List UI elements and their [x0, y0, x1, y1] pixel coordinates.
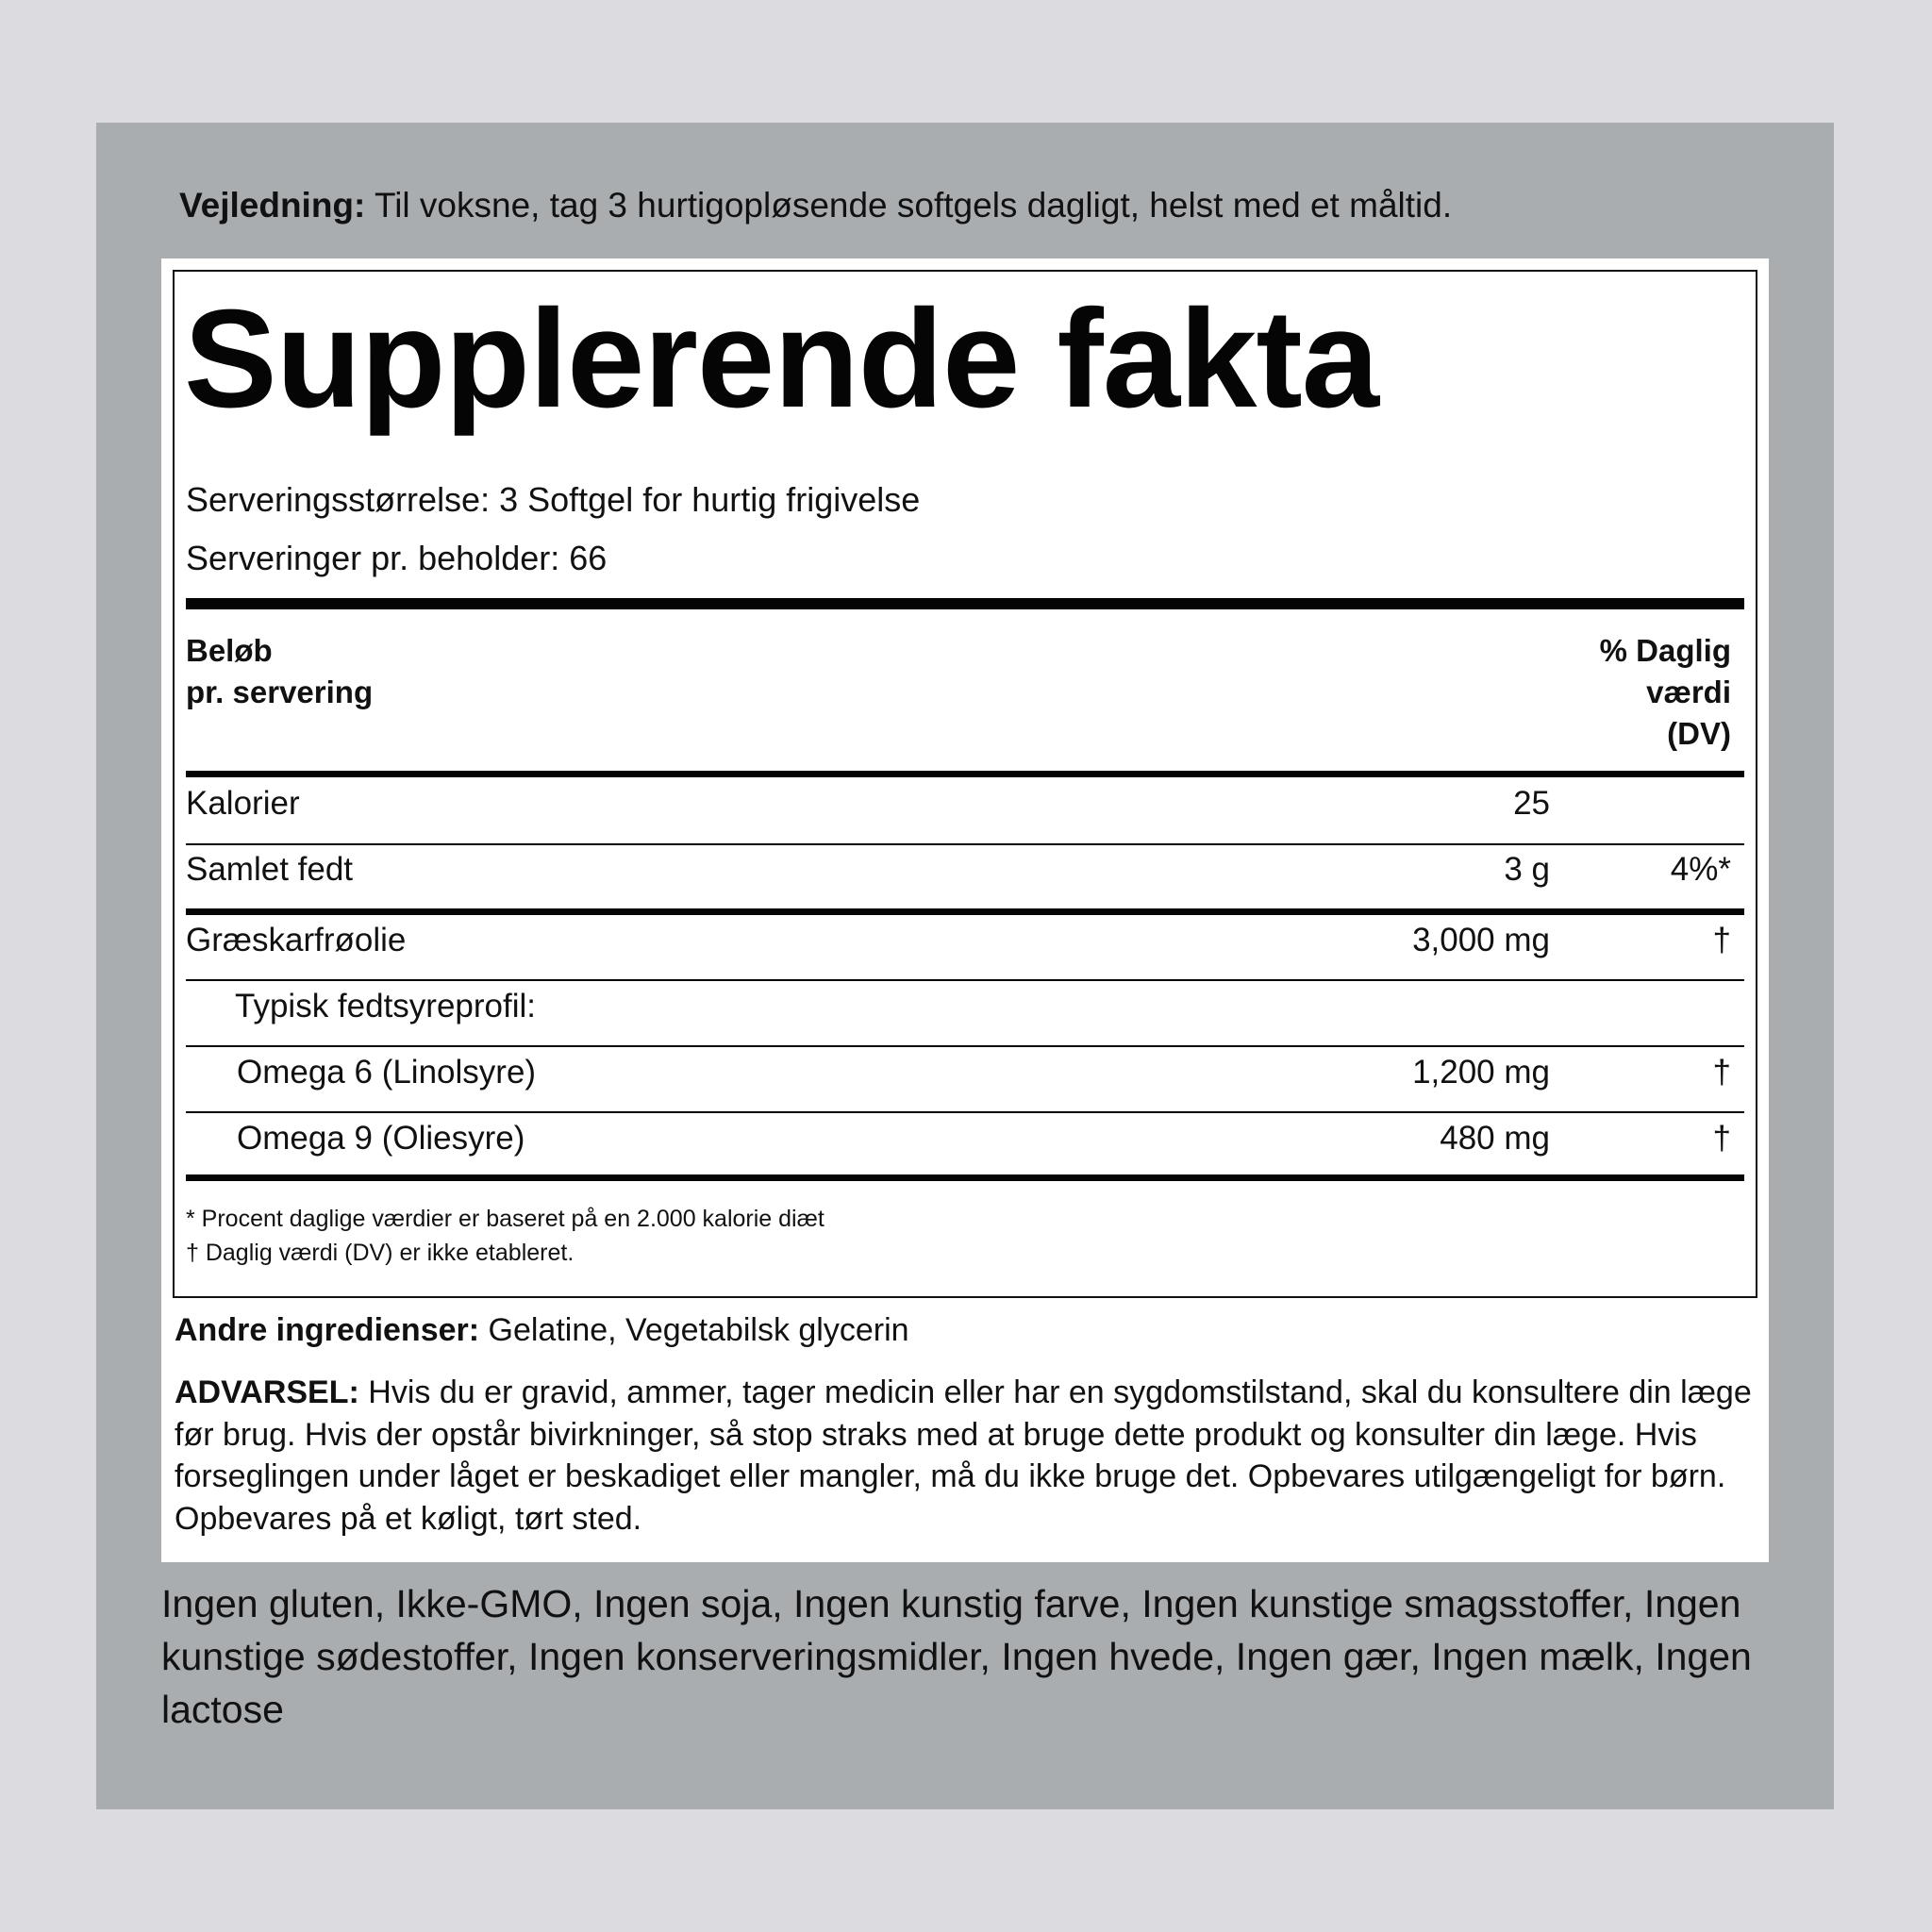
row-divider — [186, 979, 1744, 981]
nutrient-dv: † — [1712, 1054, 1731, 1091]
warning-label: ADVARSEL: — [175, 1374, 359, 1410]
nutrient-amount: 3 g — [1504, 851, 1550, 888]
header-divider — [186, 771, 1744, 777]
row-divider — [186, 1045, 1744, 1047]
other-ingredients-text: Gelatine, Vegetabilsk glycerin — [479, 1312, 909, 1348]
facts-title: Supplerende fakta — [184, 281, 1379, 437]
bottom-divider — [186, 1174, 1744, 1181]
daily-value-header: % Daglig værdi (DV) — [1599, 633, 1731, 751]
nutrient-dv: 4%* — [1670, 851, 1731, 888]
label-panel — [96, 123, 1834, 1809]
warning — [175, 1372, 1759, 1540]
supplement-facts-box — [173, 270, 1757, 1298]
other-ingredients-label: Andre ingredienser: — [175, 1312, 480, 1348]
nutrient-amount: 480 mg — [1440, 1120, 1550, 1157]
nutrient-label: Kalorier — [186, 785, 300, 822]
nutrient-label: Samlet fedt — [186, 851, 354, 888]
amount-per-serving-header: Beløb pr. servering — [186, 633, 374, 709]
nutrient-label: Omega 9 (Oliesyre) — [237, 1120, 525, 1157]
label-content — [161, 258, 1769, 1562]
footnote-daily-values: * Procent daglige værdier er baseret på en 2.000 kalorie diæt — [186, 1206, 824, 1232]
nutrient-label: Omega 6 (Linolsyre) — [237, 1054, 537, 1091]
nutrient-amount: 1,200 mg — [1412, 1054, 1550, 1091]
nutrient-amount: 25 — [1513, 785, 1550, 822]
footnote-dagger: † Daglig værdi (DV) er ikke etableret. — [186, 1240, 575, 1266]
section-divider — [186, 908, 1744, 915]
thick-divider — [186, 598, 1744, 609]
servings-per-container: Serveringer pr. beholder: 66 — [186, 539, 608, 577]
warning-text: Hvis du er gravid, ammer, tager medicin eller har en sygdomstilstand, skal du konsultere din læge før brug. Hvis der opstår bivirkninger, så stop straks med at bruge dette produkt og konsulter din læge. Hvis forseglingen under låget er beskadiget eller mangler, må du ikke bruge det. Opbevares utilgængeligt for børn. Opbevares på et køligt, tørt sted. — [175, 1374, 1752, 1537]
nutrient-label: Græskarfrøolie — [186, 922, 407, 958]
nutrient-dv: † — [1712, 922, 1731, 958]
serving-size: Serveringsstørrelse: 3 Softgel for hurtig frigivelse — [186, 480, 921, 519]
other-ingredients — [175, 1309, 909, 1351]
directions — [179, 185, 1452, 226]
directions-text: Til voksne, tag 3 hurtigopløsende softgels dagligt, helst med et måltid. — [365, 186, 1453, 225]
row-divider — [186, 843, 1744, 845]
nutrient-sublabel: Typisk fedtsyreprofil: — [235, 988, 536, 1024]
free-from-statement: Ingen gluten, Ikke-GMO, Ingen soja, Ingen kunstig farve, Ingen kunstige smagsstoffer, Ingen kunstige sødestoffer, Ingen konserveringsmidler, Ingen hvede, Ingen gær, Ingen mælk, Ingen lactose — [161, 1582, 1752, 1731]
directions-label: Vejledning: — [179, 186, 366, 225]
nutrient-dv: † — [1712, 1120, 1731, 1157]
row-divider — [186, 1111, 1744, 1113]
nutrient-amount: 3,000 mg — [1412, 922, 1550, 958]
